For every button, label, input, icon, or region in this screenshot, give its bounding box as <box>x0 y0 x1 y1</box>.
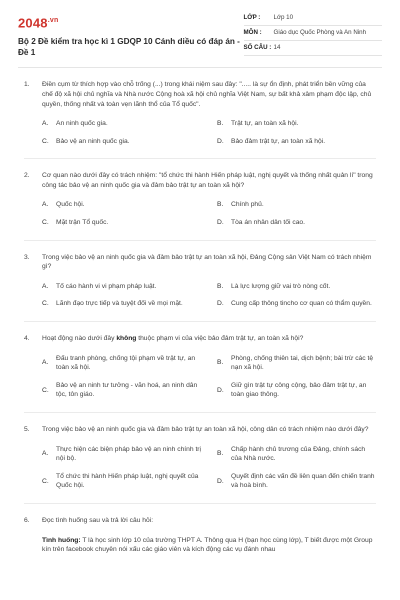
option-letter: C. <box>42 300 49 308</box>
question-number: 3. <box>24 253 30 261</box>
question-text <box>42 334 376 344</box>
site-logo[interactable] <box>18 14 244 30</box>
question-text-post: thuộc phạm vi của việc bảo đảm trật tự, an toàn xã hội? <box>136 335 304 343</box>
meta-value: Lớp 10 <box>273 14 294 21</box>
options <box>42 354 376 400</box>
option-letter: B. <box>217 450 224 458</box>
option-text: Chấp hành chủ trương của Đảng, chính sách của Nhà nước. <box>231 445 366 463</box>
option-d[interactable] <box>217 137 376 147</box>
question-number: 2. <box>24 172 30 180</box>
option-letter: A. <box>42 120 49 128</box>
option-c[interactable] <box>42 137 201 147</box>
situation-label: Tình huống: <box>42 536 81 544</box>
meta-key: SỐ CÂU : <box>243 44 272 51</box>
option-text: Tòa án nhân dân tối cao. <box>231 219 305 227</box>
option-text: Bảo vệ an ninh tư tưởng - văn hoá, an ninh dân tộc, tôn giáo. <box>56 381 198 399</box>
option-text: Phòng, chống thiên tai, dịch bệnh; bài trừ các tệ nạn xã hội. <box>231 354 374 372</box>
option-c[interactable] <box>42 299 201 309</box>
question-number: 4. <box>24 335 30 343</box>
option-a[interactable] <box>42 354 201 373</box>
option-text: Giữ gìn trật tự công cộng, bảo đảm trật tự, an toàn giao thông. <box>231 381 367 399</box>
option-text: Chính phủ. <box>231 201 264 209</box>
question-divider <box>24 158 376 159</box>
question-divider <box>24 412 376 413</box>
option-text: Trật tự, an toàn xã hội. <box>231 120 299 128</box>
option-text: Bảo đảm trật tự, an toàn xã hội. <box>231 137 326 145</box>
options <box>42 200 376 227</box>
option-letter: C. <box>42 477 49 485</box>
question-number: 5. <box>24 426 30 434</box>
meta-table <box>244 14 382 56</box>
option-letter: B. <box>217 359 224 367</box>
option-text: An ninh quốc gia. <box>56 120 108 128</box>
logo-suffix: .vn <box>47 17 59 24</box>
option-letter: A. <box>42 450 49 458</box>
option-d[interactable] <box>217 472 376 491</box>
option-text: Bảo vệ an ninh quốc gia. <box>56 137 130 145</box>
header-left <box>18 14 244 58</box>
question-text: Cơ quan nào dưới đây có trách nhiệm: "tổ chức thi hành Hiến pháp luật, nghị quyết và thống nhất quản lí" trong công tác bảo vệ an ninh quốc gia và đảm bảo trật tự an toàn xã hội? <box>42 172 373 189</box>
question-stem <box>24 253 376 272</box>
question-stem <box>24 425 376 435</box>
option-letter: D. <box>217 477 224 485</box>
option-b[interactable] <box>217 200 376 210</box>
option-letter: D. <box>217 137 224 145</box>
question-4 <box>18 334 382 413</box>
question-number: 6. <box>24 516 30 524</box>
question-divider <box>24 503 376 504</box>
meta-row-subject <box>244 26 382 41</box>
option-c[interactable] <box>42 218 201 228</box>
option-text: Đấu tranh phòng, chống tội phạm về trật tự, an toàn xã hội. <box>56 354 196 372</box>
option-text: Tổ chức thi hành Hiến pháp luật, nghị quyết của Quốc hội. <box>56 472 199 490</box>
question-text-pre: Hoạt động nào dưới đây <box>42 335 117 343</box>
option-a[interactable] <box>42 282 201 292</box>
situation-body: T là học sinh lớp 10 của trường THPT A. Thông qua H (bạn học cùng lớp), T biết được một Group kín trên facebook chuyên nói xấu các giáo viên và kích động các vụ đánh nhau <box>42 536 373 554</box>
option-a[interactable] <box>42 200 201 210</box>
option-letter: B. <box>217 120 224 128</box>
question-stem <box>24 334 376 344</box>
header-divider <box>18 67 382 68</box>
question-text: Đọc tình huống sau và trả lời câu hỏi: <box>42 516 154 524</box>
meta-value: Giáo dục Quốc Phòng và An Ninh <box>273 29 367 36</box>
question-divider <box>24 240 376 241</box>
option-letter: A. <box>42 359 49 367</box>
situation-text <box>42 536 376 555</box>
option-letter: C. <box>42 386 49 394</box>
logo-text: 2048 <box>18 15 48 31</box>
option-d[interactable] <box>217 381 376 400</box>
option-d[interactable] <box>217 218 376 228</box>
option-text: Cung cấp thông tincho cơ quan có thẩm quyền. <box>231 300 372 308</box>
question-stem <box>24 516 376 526</box>
meta-key: LỚP : <box>243 14 261 21</box>
option-letter: B. <box>217 282 224 290</box>
option-d[interactable] <box>217 299 376 309</box>
question-divider <box>24 321 376 322</box>
question-stem <box>24 171 376 190</box>
option-letter: D. <box>217 300 224 308</box>
option-text: Quyết định các vấn đề liên quan đến chiến tranh và hoà bình. <box>231 472 375 490</box>
meta-key: MÔN : <box>243 29 262 36</box>
option-b[interactable] <box>217 282 376 292</box>
option-a[interactable] <box>42 445 201 464</box>
option-text: Là lực lượng giữ vai trò nòng cốt. <box>231 282 331 290</box>
option-c[interactable] <box>42 381 201 400</box>
question-1 <box>18 80 382 159</box>
options <box>42 445 376 491</box>
question-2 <box>18 171 382 240</box>
options <box>42 282 376 309</box>
option-a[interactable] <box>42 119 201 129</box>
option-b[interactable] <box>217 119 376 129</box>
option-letter: C. <box>42 137 49 145</box>
document-header <box>18 14 382 58</box>
option-letter: A. <box>42 282 49 290</box>
question-text-emphasis: không <box>116 335 137 343</box>
option-text: Quốc hội. <box>56 201 85 209</box>
option-b[interactable] <box>217 354 376 373</box>
option-text: Thực hiện các biện pháp bảo vệ an ninh chính trị nội bộ. <box>56 445 202 463</box>
option-text: Mặt trận Tổ quốc. <box>56 219 109 227</box>
option-text: Tố cáo hành vi vi phạm pháp luật. <box>56 282 157 290</box>
option-letter: B. <box>217 201 224 209</box>
option-letter: D. <box>217 219 224 227</box>
question-number: 1. <box>24 81 30 89</box>
question-6 <box>18 516 382 555</box>
document-title: Bộ 2 Đề kiểm tra học kì 1 GDQP 10 Cánh diều có đáp án - Đề 1 <box>18 37 240 58</box>
option-b[interactable] <box>217 445 376 464</box>
question-text: Điền cụm từ thích hợp vào chỗ trống (...) trong khái niệm sau đây: "..... là sự ổn định, phát triển bền vững của chế độ xã hội chủ nghĩa và Nhà nước Cộng hoà xã hội chủ nghĩa Việt Nam, sự bất khả xâm phạm độc lập, chủ quyền, thống nhất và toàn vẹn lãnh thổ của Tổ quốc". <box>42 81 372 108</box>
question-3 <box>18 253 382 322</box>
meta-row-class <box>244 14 382 26</box>
question-5 <box>18 425 382 504</box>
option-letter: D. <box>217 386 224 394</box>
question-text: Trong việc bảo vệ an ninh quốc gia và đảm bảo trật tự an toàn xã hội, Đảng Cộng sản Việt Nam có trách nhiệm gì? <box>42 253 372 271</box>
option-letter: C. <box>42 219 49 227</box>
options <box>42 119 376 146</box>
question-stem <box>24 80 376 109</box>
option-text: Lãnh đạo trực tiếp và tuyệt đối về mọi mặt. <box>56 300 183 308</box>
question-text: Trong việc bảo vệ an ninh quốc gia và đảm bảo trật tự an toàn xã hội, công dân có trách nhiệm nào dưới đây? <box>42 426 369 434</box>
meta-value: 14 <box>273 44 281 51</box>
option-letter: A. <box>42 201 49 209</box>
meta-row-count <box>244 41 382 56</box>
option-c[interactable] <box>42 472 201 491</box>
